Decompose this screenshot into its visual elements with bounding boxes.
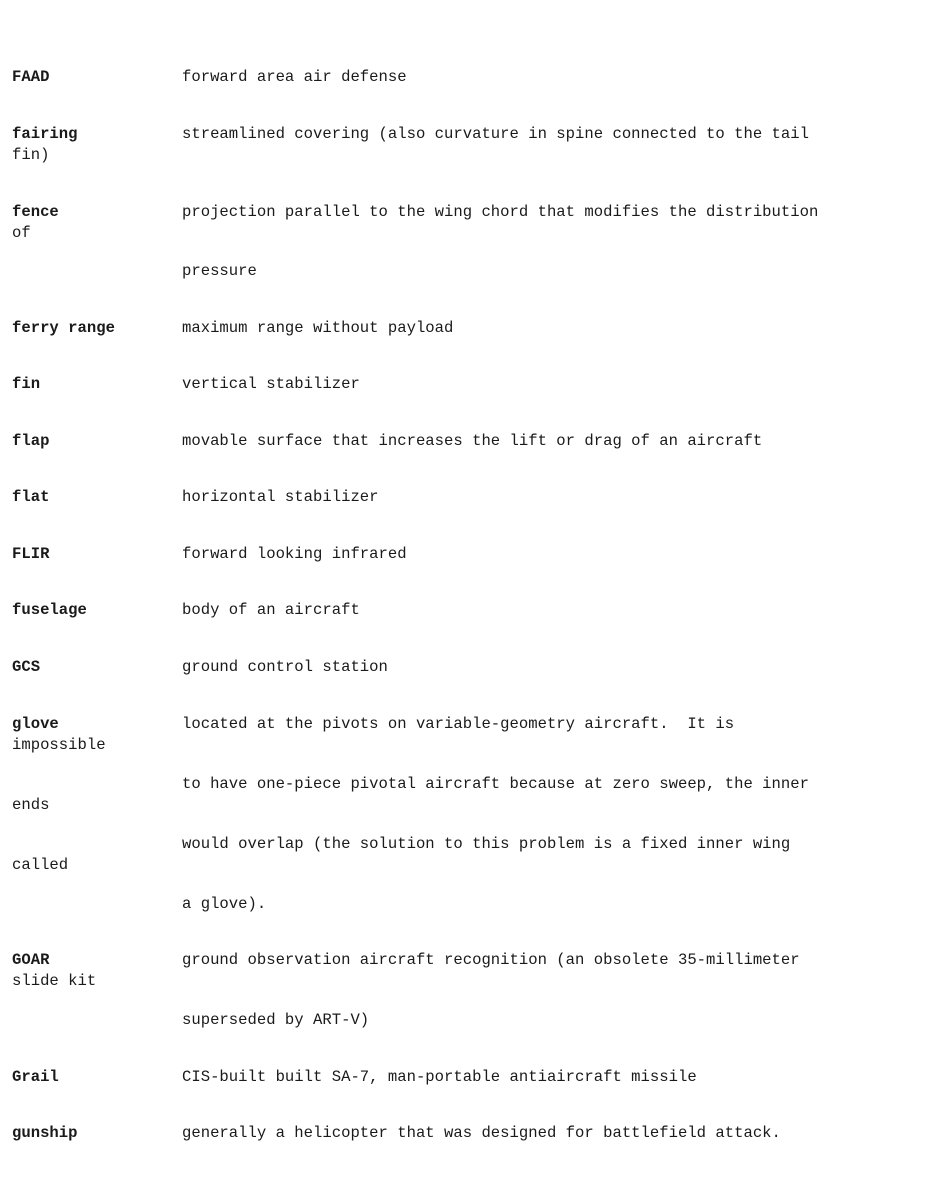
- glossary-term: Grail: [12, 1068, 59, 1086]
- definition-wrap-text: called: [12, 856, 69, 874]
- glossary-definition: body of an aircraft: [182, 601, 360, 619]
- glossary-term: fairing: [12, 125, 78, 143]
- glossary-definition: ground observation aircraft recognition (an obsolete 35-millimeter: [182, 951, 800, 969]
- glossary-definition: generally a helicopter that was designed for battlefield attack.: [182, 1124, 781, 1142]
- glossary-definition: vertical stabilizer: [182, 375, 360, 393]
- glossary-definition-continued: to have one-piece pivotal aircraft because at zero sweep, the inner: [182, 775, 809, 793]
- glossary-term: fin: [12, 375, 41, 393]
- glossary-definition-continued: would overlap (the solution to this problem is a fixed inner wing: [182, 835, 791, 853]
- definition-wrap-text: slide kit: [12, 972, 97, 990]
- glossary-term: flat: [12, 488, 50, 506]
- glossary-definition: ground control station: [182, 658, 388, 676]
- glossary-term: glove: [12, 715, 59, 733]
- glossary-definition: forward area air defense: [182, 68, 407, 86]
- definition-wrap-text: fin): [12, 146, 50, 164]
- glossary-term: fence: [12, 203, 59, 221]
- glossary-definition-continued: pressure: [182, 262, 257, 280]
- glossary-term: GCS: [12, 658, 41, 676]
- glossary-definition: located at the pivots on variable-geometry aircraft. It is: [182, 715, 735, 733]
- glossary-term: fuselage: [12, 601, 87, 619]
- glossary-definition: projection parallel to the wing chord that modifies the distribution: [182, 203, 819, 221]
- glossary-definition: streamlined covering (also curvature in spine connected to the tail: [182, 125, 809, 143]
- definition-wrap-text: of: [12, 224, 31, 242]
- glossary-term: gunship: [12, 1124, 78, 1142]
- glossary-term: GOAR: [12, 951, 50, 969]
- glossary-definition: horizontal stabilizer: [182, 488, 379, 506]
- glossary-term: ferry range: [12, 319, 115, 337]
- glossary-definition-continued: a glove).: [182, 895, 267, 913]
- glossary-term: flap: [12, 432, 50, 450]
- glossary-definition: CIS-built built SA-7, man-portable antiaircraft missile: [182, 1068, 697, 1086]
- glossary-definition-continued: superseded by ART-V): [182, 1011, 370, 1029]
- glossary-definition: movable surface that increases the lift or drag of an aircraft: [182, 432, 763, 450]
- definition-wrap-text: ends: [12, 796, 50, 814]
- glossary-definition: maximum range without payload: [182, 319, 454, 337]
- glossary-term: FLIR: [12, 545, 50, 563]
- glossary-definition: forward looking infrared: [182, 545, 407, 563]
- glossary-term: FAAD: [12, 68, 50, 86]
- definition-wrap-text: impossible: [12, 736, 106, 754]
